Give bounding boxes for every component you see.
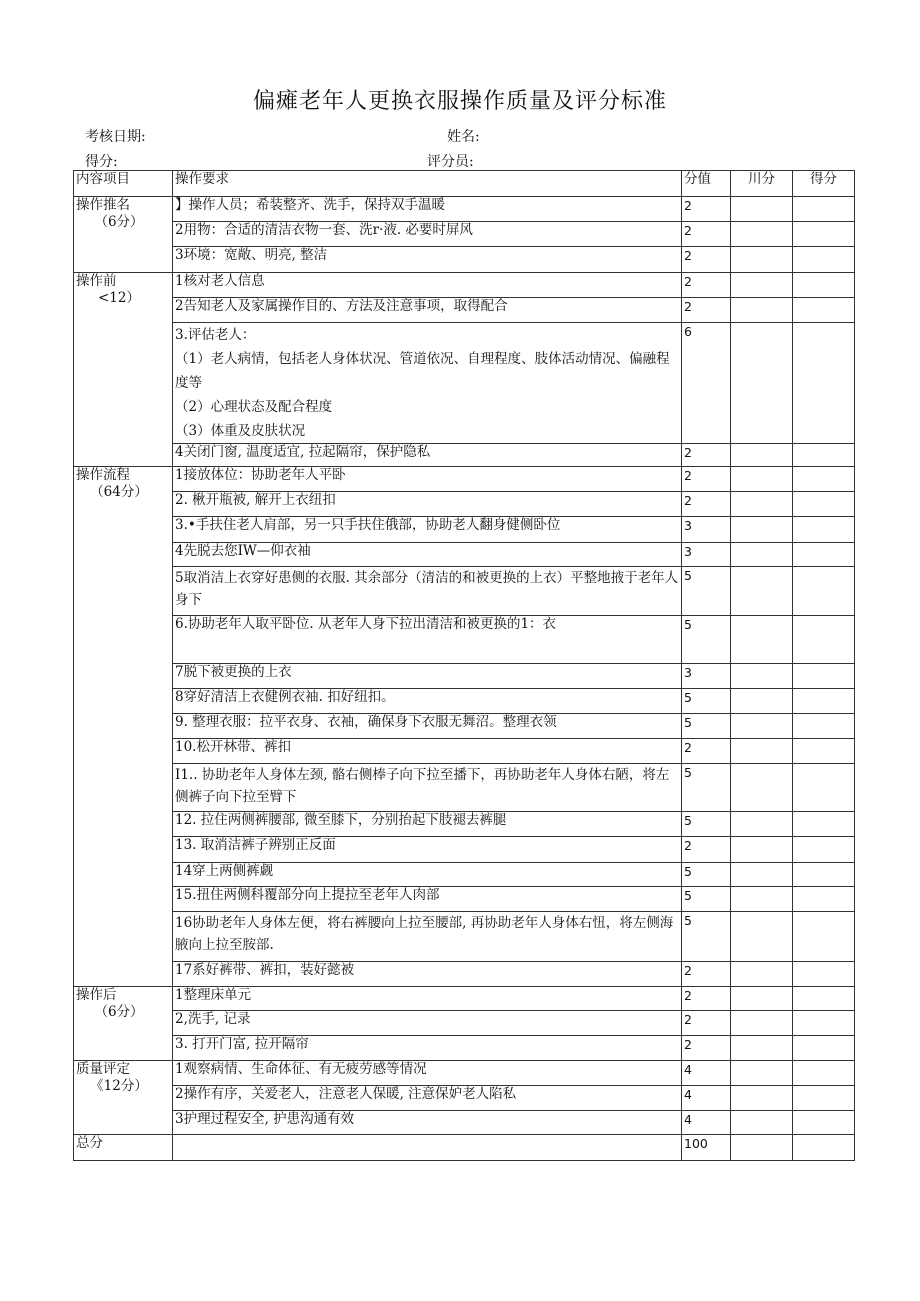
section-cell (74, 197, 173, 273)
score-cell[interactable] (793, 812, 855, 837)
table-row (74, 664, 855, 689)
deduction-cell[interactable] (731, 1036, 793, 1061)
score-cell[interactable] (793, 543, 855, 567)
deduction-cell[interactable] (731, 664, 793, 689)
points-cell: 2 (682, 197, 731, 222)
total-blank-cell (173, 1135, 682, 1161)
score-cell[interactable] (793, 1036, 855, 1061)
requirement-cell: 7脱下被更换的上衣 (173, 664, 682, 689)
section-points: <12） (98, 290, 140, 306)
points-cell: 2 (682, 1011, 731, 1036)
section-points: （6分） (94, 1004, 144, 1020)
requirement-cell: 2. 楸开瓶被, 解开上衣纽扣 (173, 492, 682, 517)
score-cell[interactable] (793, 1011, 855, 1036)
requirement-cell: 2,洗手, 记录 (173, 1011, 682, 1036)
points-cell: 5 (682, 714, 731, 739)
section-name: 质量评定 (76, 1061, 130, 1077)
table-row (74, 543, 855, 567)
deduction-cell[interactable] (731, 467, 793, 492)
score-cell[interactable] (793, 616, 855, 664)
points-cell: 2 (682, 298, 731, 323)
requirement-cell: 17系好裤带、裤扣，装好懿被 (173, 962, 682, 987)
requirement-cell: 2告知老人及家属操作目的、方法及注意事项，取得配合 (173, 298, 682, 323)
section-cell (74, 1061, 173, 1135)
deduction-cell[interactable] (731, 837, 793, 863)
table-row (74, 764, 855, 812)
score-cell[interactable] (793, 1135, 855, 1161)
score-cell[interactable] (793, 962, 855, 987)
points-cell: 5 (682, 689, 731, 714)
points-cell: 3 (682, 664, 731, 689)
scoring-table (73, 170, 855, 1161)
score-cell[interactable] (793, 222, 855, 247)
total-points: 100 (682, 1135, 731, 1161)
points-cell: 2 (682, 962, 731, 987)
deduction-cell[interactable] (731, 1135, 793, 1161)
score-cell[interactable] (793, 739, 855, 764)
table-row (74, 492, 855, 517)
table-row (74, 222, 855, 247)
deduction-cell[interactable] (731, 887, 793, 912)
header-points: 分值 (682, 171, 731, 197)
requirement-cell: 3.评估老人： （1）老人病情，包括老人身体状况、管道依况、自理程度、肢体活动情况、偏融程度等 （2）心理状态及配合程度 （3）体重及皮肤状况 (173, 323, 682, 444)
table-row (74, 739, 855, 764)
score-cell[interactable] (793, 298, 855, 323)
score-cell[interactable] (793, 863, 855, 887)
deduction-cell[interactable] (731, 247, 793, 273)
table-row (74, 247, 855, 273)
score-cell[interactable] (793, 1086, 855, 1111)
score-cell[interactable] (793, 1061, 855, 1086)
exam-date-label: 考核日期: (85, 129, 146, 145)
requirement-cell: 5取消洁上衣穿好患侧的衣服. 其余部分（清洁的和被更换的上衣）平整地掖于老年人身下 (173, 567, 682, 616)
points-cell: 2 (682, 1036, 731, 1061)
requirement-cell: 10.松开林带、裤扣 (173, 739, 682, 764)
name-label: 姓名: (447, 129, 480, 145)
table-row (74, 1111, 855, 1135)
score-cell[interactable] (793, 323, 855, 444)
requirement-cell: 16协助老年人身体左便，将右裤腰向上拉至腰部, 再协助老年人身体右忸，将左侧海腋向上拉至胺部. (173, 912, 682, 962)
score-cell[interactable] (793, 467, 855, 492)
points-cell: 5 (682, 764, 731, 812)
score-cell[interactable] (793, 444, 855, 467)
score-cell[interactable] (793, 492, 855, 517)
points-cell: 5 (682, 616, 731, 664)
table-row (74, 517, 855, 543)
deduction-cell[interactable] (731, 1011, 793, 1036)
deduction-cell[interactable] (731, 812, 793, 837)
table-row (74, 298, 855, 323)
table-row (74, 1036, 855, 1061)
deduction-cell[interactable] (731, 962, 793, 987)
deduction-cell[interactable] (731, 444, 793, 467)
deduction-cell[interactable] (731, 739, 793, 764)
score-cell[interactable] (793, 764, 855, 812)
points-cell: 4 (682, 1086, 731, 1111)
points-cell: 4 (682, 1111, 731, 1135)
points-cell: 2 (682, 837, 731, 863)
points-cell: 5 (682, 887, 731, 912)
table-row (74, 714, 855, 739)
total-label: 总分 (74, 1135, 173, 1161)
requirement-cell: 】操作人员；希装整齐、洗手，保持双手温暖 (173, 197, 682, 222)
section-cell (74, 467, 173, 987)
score-label: 得分: (85, 154, 118, 170)
section-name: 操作流程 (76, 467, 130, 483)
requirement-cell: 3.•手扶住老人肩部，另一只手扶住俄部，协助老人翻身健侧卧位 (173, 517, 682, 543)
table-row (74, 962, 855, 987)
requirement-cell: 3护理过程安全, 护患沟通有效 (173, 1111, 682, 1135)
score-cell[interactable] (793, 714, 855, 739)
table-row (74, 887, 855, 912)
deduction-cell[interactable] (731, 1111, 793, 1135)
section-points: （6分） (94, 214, 144, 230)
requirement-cell: 2用物：合适的清洁衣物一套、洗r·液. 必要时屏风 (173, 222, 682, 247)
header-score: 得分 (793, 171, 855, 197)
document-title: 偏瘫老年人更换衣服操作质量及评分标准 (252, 89, 667, 114)
requirement-cell: 1接放体位：协助老年人平卧 (173, 467, 682, 492)
score-cell[interactable] (793, 987, 855, 1011)
deduction-cell[interactable] (731, 616, 793, 664)
points-cell: 5 (682, 812, 731, 837)
score-cell[interactable] (793, 1111, 855, 1135)
examiner-label: 评分员: (427, 154, 474, 170)
requirement-cell: 6.协助老年人取平卧位. 从老年人身下拉出清洁和被更换的1：衣 (173, 616, 682, 664)
deduction-cell[interactable] (731, 543, 793, 567)
points-cell: 3 (682, 517, 731, 543)
requirement-cell: 3. 打开门富, 拉开隔帘 (173, 1036, 682, 1061)
score-cell[interactable] (793, 912, 855, 962)
points-cell: 2 (682, 273, 731, 298)
requirement-cell: I1.. 协助老年人身体左颈, 骼右侧棒子向下拉至播下，再协助老年人身体右陋，将左侧裤子向下拉至臂下 (173, 764, 682, 812)
deduction-cell[interactable] (731, 912, 793, 962)
section-cell (74, 273, 173, 467)
table-row (74, 987, 855, 1011)
table-row (74, 689, 855, 714)
table-row (74, 444, 855, 467)
table-row (74, 1061, 855, 1086)
header-deduction: 川分 (731, 171, 793, 197)
score-cell[interactable] (793, 887, 855, 912)
table-row (74, 616, 855, 664)
points-cell: 2 (682, 987, 731, 1011)
requirement-cell: 8穿好清洁上衣健例衣袖. 扣好纽扣。 (173, 689, 682, 714)
table-row (74, 837, 855, 863)
points-cell: 2 (682, 222, 731, 247)
deduction-cell[interactable] (731, 863, 793, 887)
deduction-cell[interactable] (731, 298, 793, 323)
score-cell[interactable] (793, 197, 855, 222)
requirement-cell: 9. 整理衣服：拉平衣身、衣袖，确保身下衣服无舞沼。整理衣领 (173, 714, 682, 739)
requirement-cell: 4关闭门窗, 温度适宜, 拉起隔帘，保护隐私 (173, 444, 682, 467)
deduction-cell[interactable] (731, 1086, 793, 1111)
deduction-cell[interactable] (731, 273, 793, 298)
section-name: 操作后 (76, 987, 117, 1003)
points-cell: 6 (682, 323, 731, 444)
table-row (74, 1011, 855, 1036)
header-item: 内容项目 (74, 171, 173, 197)
score-cell[interactable] (793, 567, 855, 616)
requirement-cell: 1观察病情、生命体征、有无疲劳感等情况 (173, 1061, 682, 1086)
table-row (74, 812, 855, 837)
table-row (74, 1086, 855, 1111)
requirement-cell: 2操作有序，关爱老人，注意老人保暖, 注意保妒老人陷私 (173, 1086, 682, 1111)
points-cell: 2 (682, 739, 731, 764)
points-cell: 2 (682, 467, 731, 492)
score-cell[interactable] (793, 273, 855, 298)
requirement-cell: 12. 拉住两侧裤腰部, 微至膝下，分别抬起下肢褪去裤腿 (173, 812, 682, 837)
deduction-cell[interactable] (731, 987, 793, 1011)
deduction-cell[interactable] (731, 567, 793, 616)
section-cell (74, 987, 173, 1061)
deduction-cell[interactable] (731, 492, 793, 517)
deduction-cell[interactable] (731, 764, 793, 812)
table-row (74, 912, 855, 962)
deduction-cell[interactable] (731, 714, 793, 739)
deduction-cell[interactable] (731, 517, 793, 543)
header-row (74, 171, 855, 197)
section-points: （64分） (90, 484, 148, 500)
points-cell: 4 (682, 1061, 731, 1086)
section-name: 操作前 (76, 273, 117, 289)
requirement-cell: 15.扭住两侧科覆部分向上提拉至老年人肉部 (173, 887, 682, 912)
table-row (74, 323, 855, 444)
points-cell: 2 (682, 444, 731, 467)
points-cell: 5 (682, 567, 731, 616)
requirement-cell: 13. 取消洁裤子辨别正反面 (173, 837, 682, 863)
points-cell: 5 (682, 863, 731, 887)
table-row (74, 567, 855, 616)
requirement-cell: 4先脱去您IW—仰衣袖 (173, 543, 682, 567)
requirement-cell: 3环境：宽敞、明亮, 整洁 (173, 247, 682, 273)
section-points: 《12分） (90, 1078, 148, 1094)
total-row (74, 1135, 855, 1161)
score-cell[interactable] (793, 664, 855, 689)
section-name: 操作推名 (76, 197, 130, 213)
requirement-cell: 1核对老人信息 (173, 273, 682, 298)
deduction-cell[interactable] (731, 197, 793, 222)
requirement-cell: 1整理床单元 (173, 987, 682, 1011)
header-requirement: 操作要求 (173, 171, 682, 197)
points-cell: 5 (682, 912, 731, 962)
points-cell: 2 (682, 247, 731, 273)
score-cell[interactable] (793, 247, 855, 273)
score-cell[interactable] (793, 517, 855, 543)
deduction-cell[interactable] (731, 323, 793, 444)
points-cell: 3 (682, 543, 731, 567)
score-cell[interactable] (793, 689, 855, 714)
table-row (74, 197, 855, 222)
deduction-cell[interactable] (731, 222, 793, 247)
table-row (74, 273, 855, 298)
requirement-cell: 14穿上两侧裤觑 (173, 863, 682, 887)
table-row (74, 467, 855, 492)
deduction-cell[interactable] (731, 689, 793, 714)
points-cell: 2 (682, 492, 731, 517)
deduction-cell[interactable] (731, 1061, 793, 1086)
table-row (74, 863, 855, 887)
score-cell[interactable] (793, 837, 855, 863)
